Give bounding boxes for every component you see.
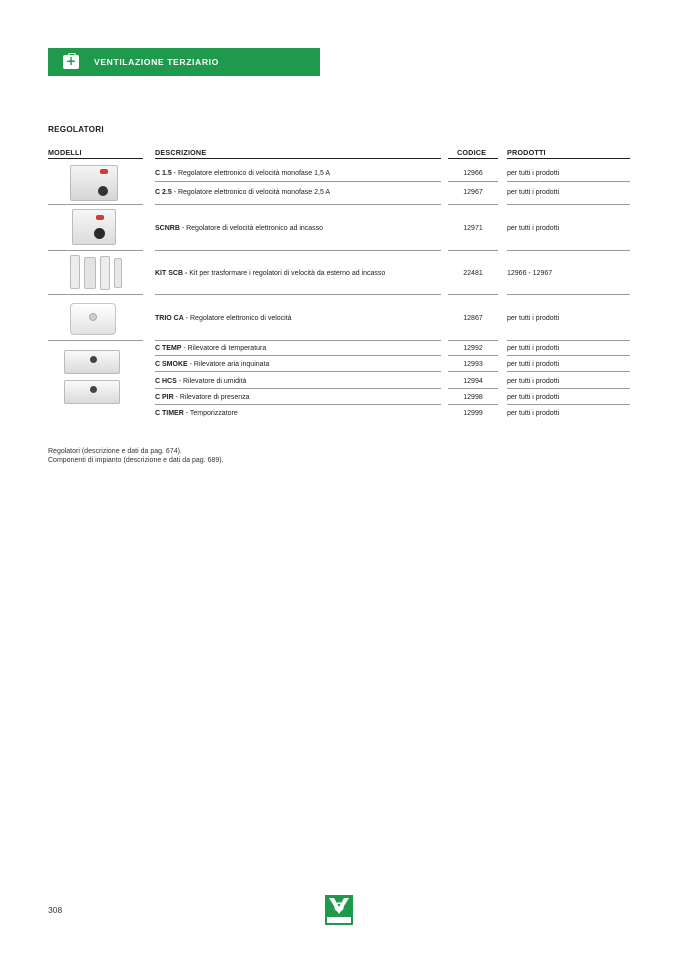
row-description bbox=[155, 169, 330, 179]
product-image-sensors bbox=[48, 344, 143, 410]
row-products: per tutti i prodotti bbox=[507, 170, 560, 177]
row-model: TRIO CA bbox=[155, 315, 184, 322]
column-header-prodotti: PRODOTTI bbox=[507, 148, 546, 157]
row-products: per tutti i prodotti bbox=[507, 189, 560, 196]
row-description bbox=[155, 360, 269, 370]
section-title: REGOLATORI bbox=[48, 125, 104, 134]
footnote: Regolatori (descrizione e dati da pag. 674). bbox=[48, 448, 182, 455]
row-rule bbox=[155, 294, 441, 295]
row-rule bbox=[448, 250, 498, 251]
row-description-text: - Regolatore elettronico di velocità monofase 2,5 A bbox=[171, 189, 331, 196]
row-rule bbox=[448, 371, 498, 372]
row-code: 12971 bbox=[463, 225, 483, 232]
row-description-text: - Regolatore di velocità elettronico ad incasso bbox=[179, 225, 324, 232]
row-rule bbox=[448, 355, 498, 356]
row-code: 12966 bbox=[463, 170, 483, 177]
row-model: C TIMER bbox=[155, 410, 184, 417]
row-model: C TEMP bbox=[155, 345, 182, 352]
row-model: C PIR bbox=[155, 394, 174, 401]
row-products: per tutti i prodotti bbox=[507, 345, 560, 352]
product-image-trio-ca bbox=[48, 297, 143, 339]
row-model: KIT SCB - bbox=[155, 270, 188, 277]
row-rule bbox=[507, 250, 630, 251]
row-products: per tutti i prodotti bbox=[507, 361, 560, 368]
row-products: 12966 - 12967 bbox=[507, 270, 553, 277]
row-products: per tutti i prodotti bbox=[507, 378, 560, 385]
row-model: C 2.5 bbox=[155, 189, 172, 196]
row-description bbox=[155, 188, 330, 198]
row-products: per tutti i prodotti bbox=[507, 315, 560, 322]
row-rule bbox=[448, 340, 498, 341]
row-rule bbox=[448, 294, 498, 295]
column-header-modelli: MODELLI bbox=[48, 148, 82, 157]
row-rule bbox=[155, 181, 441, 182]
row-rule bbox=[448, 388, 498, 389]
row-description-text: - Regolatore elettronico di velocità bbox=[183, 315, 292, 322]
row-rule bbox=[155, 340, 441, 341]
row-rule bbox=[448, 181, 498, 182]
header-rule bbox=[155, 158, 441, 159]
row-description-text: Kit per trasformare i regolatori di velocità da esterno ad incasso bbox=[187, 270, 386, 277]
row-code: 12867 bbox=[463, 315, 483, 322]
row-description bbox=[155, 344, 266, 354]
row-rule bbox=[507, 340, 630, 341]
product-image-kit-scb bbox=[48, 252, 143, 294]
row-code: 12993 bbox=[463, 361, 483, 368]
row-model: C HCS bbox=[155, 378, 177, 385]
column-header-codice: CODICE bbox=[457, 148, 487, 157]
header-rule bbox=[448, 158, 498, 159]
row-model: C SMOKE bbox=[155, 361, 188, 368]
row-rule bbox=[507, 388, 630, 389]
row-description bbox=[155, 269, 385, 279]
row-description bbox=[155, 409, 238, 419]
row-rule bbox=[155, 371, 441, 372]
row-products: per tutti i prodotti bbox=[507, 225, 560, 232]
row-products: per tutti i prodotti bbox=[507, 394, 560, 401]
row-model: C 1.5 bbox=[155, 170, 172, 177]
row-rule bbox=[155, 250, 441, 251]
product-image-c15-c25 bbox=[48, 160, 143, 204]
first-aid-kit-icon bbox=[63, 55, 79, 69]
row-code: 12998 bbox=[463, 394, 483, 401]
row-rule bbox=[155, 355, 441, 356]
vortice-logo bbox=[325, 895, 353, 925]
row-code: 22481 bbox=[463, 270, 483, 277]
row-description-text: - Rilevatore di temperatura bbox=[181, 345, 267, 352]
row-products: per tutti i prodotti bbox=[507, 410, 560, 417]
column-header-descrizione: DESCRIZIONE bbox=[155, 148, 207, 157]
row-code: 12967 bbox=[463, 189, 483, 196]
row-rule bbox=[507, 294, 630, 295]
row-code: 12999 bbox=[463, 410, 483, 417]
row-description bbox=[155, 393, 250, 403]
row-description-text: - Temporizzatore bbox=[183, 410, 238, 417]
row-code: 12992 bbox=[463, 345, 483, 352]
banner-title: VENTILAZIONE TERZIARIO bbox=[94, 57, 219, 67]
row-rule bbox=[507, 204, 630, 205]
row-description bbox=[155, 314, 292, 324]
row-description-text: - Rilevatore di presenza bbox=[173, 394, 250, 401]
row-rule bbox=[155, 404, 441, 405]
row-rule bbox=[448, 404, 498, 405]
row-description-text: - Regolatore elettronico di velocità monofase 1,5 A bbox=[171, 170, 331, 177]
row-rule bbox=[448, 204, 498, 205]
row-description-text: - Rilevatore aria inquinata bbox=[187, 361, 270, 368]
page-number: 308 bbox=[48, 905, 63, 915]
row-rule bbox=[155, 388, 441, 389]
row-rule bbox=[507, 371, 630, 372]
footnote: Componenti di impianto (descrizione e dati da pag. 689). bbox=[48, 457, 224, 464]
header-rule bbox=[507, 158, 630, 159]
row-model: SCNRB bbox=[155, 225, 180, 232]
row-description bbox=[155, 224, 323, 234]
row-code: 12994 bbox=[463, 378, 483, 385]
row-rule bbox=[507, 404, 630, 405]
row-description-text: - Rilevatore di umidità bbox=[176, 378, 247, 385]
section-banner bbox=[48, 48, 320, 76]
row-rule bbox=[155, 204, 441, 205]
product-image-scnrb bbox=[48, 206, 143, 248]
row-rule bbox=[507, 355, 630, 356]
row-rule bbox=[507, 181, 630, 182]
row-description bbox=[155, 377, 246, 387]
